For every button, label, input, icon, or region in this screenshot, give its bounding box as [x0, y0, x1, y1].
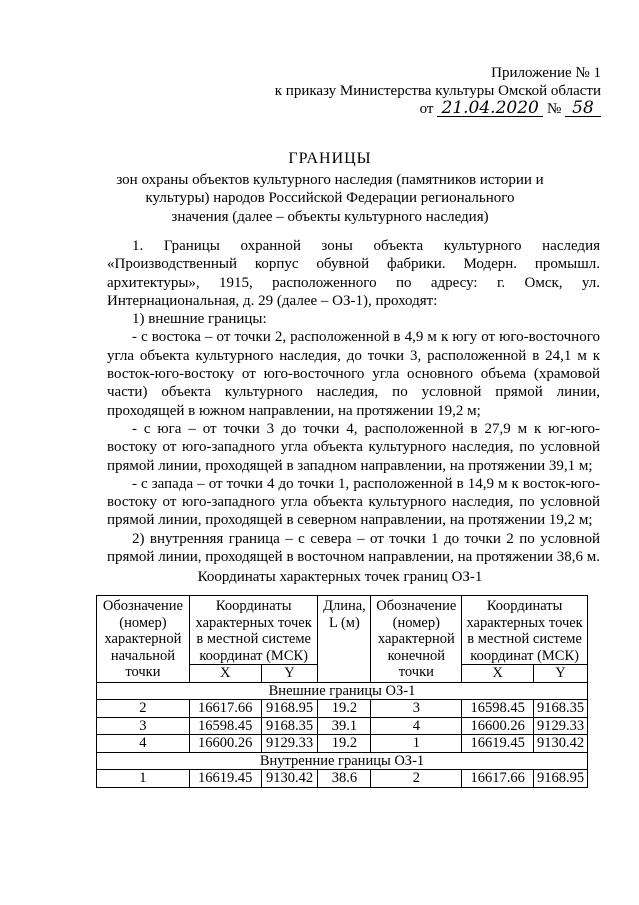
cell-end: 1	[371, 735, 462, 753]
body-text	[107, 237, 600, 566]
section-row-inner	[97, 752, 588, 770]
table-title: Координаты характерных точек границ ОЗ-1	[197, 569, 483, 585]
paragraph-5: - с запада – от точки 4 до точки 1, расположенной в 14,9 м к восток-юго-востоку от юго-западного угла объекта культурного наследия, по условной прямой линии, проходящей в северном направлении, на протяжении 19,2 м;	[107, 475, 600, 529]
cell-end: 2	[371, 770, 462, 788]
header-y-end: Y	[534, 665, 588, 683]
cell-end: 3	[371, 700, 462, 718]
table-row	[97, 770, 588, 788]
handwritten-date: 21.04.2020	[437, 100, 543, 117]
header-x-start: X	[189, 665, 261, 683]
cell-length: 38.6	[318, 770, 371, 788]
cell-y2: 9129.33	[534, 717, 588, 735]
appendix-line-1: Приложение № 1	[491, 65, 601, 81]
section-inner-label: Внутренние границы ОЗ-1	[97, 752, 588, 770]
cell-y1: 9130.42	[261, 770, 318, 788]
header-length: Длина, L (м)	[318, 596, 371, 683]
paragraph-2: 1) внешние границы:	[132, 311, 267, 328]
cell-x1: 16600.26	[189, 735, 261, 753]
document-title	[60, 150, 600, 226]
title-line-1: зон охраны объектов культурного наследия (памятников истории и	[116, 171, 544, 188]
cell-length: 19.2	[318, 700, 371, 718]
paragraph-3: - с востока – от точки 2, расположенной в 4,9 м к югу от юго-восточного угла объекта культурного наследия, до точки 3, расположенной в 24,1 м к восток-юго-востоку от юго-восточного угла основного объема (храмовой части) объекта культурного наследия, по условной прямой линии, проходящей в южном направлении, на протяжении 19,2 м;	[107, 329, 600, 419]
cell-y1: 9168.35	[261, 717, 318, 735]
table-row	[97, 700, 588, 718]
header-end-point: Обозначение (номер) характерной конечной точки	[371, 596, 462, 683]
cell-y2: 9168.95	[534, 770, 588, 788]
paragraph-4: - с юга – от точки 3 до точки 4, расположенной в 27,9 м к юг-юго-востоку от юго-западного угла объекта культурного наследия, по условной прямой линии, проходящей в западном направлении, на протяжении 39,1 м;	[107, 420, 600, 474]
cell-start: 4	[97, 735, 190, 753]
number-prefix: №	[546, 101, 562, 117]
cell-length: 19.2	[318, 735, 371, 753]
handwritten-number: 58	[565, 100, 601, 117]
appendix-line-2: к приказу Министерства культуры Омской области	[274, 83, 601, 99]
title-main: ГРАНИЦЫ	[288, 150, 372, 167]
cell-x1: 16617.66	[189, 700, 261, 718]
cell-start: 1	[97, 770, 190, 788]
coordinates-table	[96, 595, 588, 788]
cell-end: 4	[371, 717, 462, 735]
cell-start: 2	[97, 700, 190, 718]
section-row-outer	[97, 682, 588, 700]
header-x-end: X	[462, 665, 534, 683]
header-coords-start: Координаты характерных точек в местной системе координат (МСК)	[189, 596, 318, 665]
cell-x2: 16617.66	[462, 770, 534, 788]
table-row	[97, 735, 588, 753]
table-header-row	[97, 596, 588, 665]
cell-y1: 9168.95	[261, 700, 318, 718]
cell-x1: 16598.45	[189, 717, 261, 735]
appendix-date-line	[241, 100, 601, 118]
header-start-point: Обозначение (номер) характерной начальной точки	[97, 596, 190, 683]
appendix-header	[241, 64, 601, 118]
paragraph-6: 2) внутренняя граница – с севера – от точки 1 до точки 2 по условной прямой линии, проходящей в восточном направлении, на протяжении 38,6 м.	[107, 530, 601, 566]
cell-y1: 9129.33	[261, 735, 318, 753]
cell-y2: 9130.42	[534, 735, 588, 753]
header-y-start: Y	[261, 665, 318, 683]
title-line-2: культуры) народов Российской Федерации регионального	[145, 190, 515, 206]
table-row	[97, 717, 588, 735]
cell-x2: 16619.45	[462, 735, 534, 753]
title-line-3: значения (далее – объекты культурного наследия)	[171, 208, 489, 225]
cell-x2: 16598.45	[462, 700, 534, 718]
cell-y2: 9168.35	[534, 700, 588, 718]
cell-length: 39.1	[318, 717, 371, 735]
paragraph-1: 1. Границы охранной зоны объекта культурного наследия «Производственный корпус обувной фабрики. Модерн. промышл. архитектуры», 1915, расположенного по адресу: г. Омск, ул. Интернациональная, д. 29 (далее – ОЗ-1), проходят:	[107, 238, 600, 309]
date-prefix: от	[419, 101, 434, 117]
section-outer-label: Внешние границы ОЗ-1	[97, 682, 588, 700]
cell-x1: 16619.45	[189, 770, 261, 788]
cell-start: 3	[97, 717, 190, 735]
header-coords-end: Координаты характерных точек в местной системе координат (МСК)	[462, 596, 588, 665]
cell-x2: 16600.26	[462, 717, 534, 735]
